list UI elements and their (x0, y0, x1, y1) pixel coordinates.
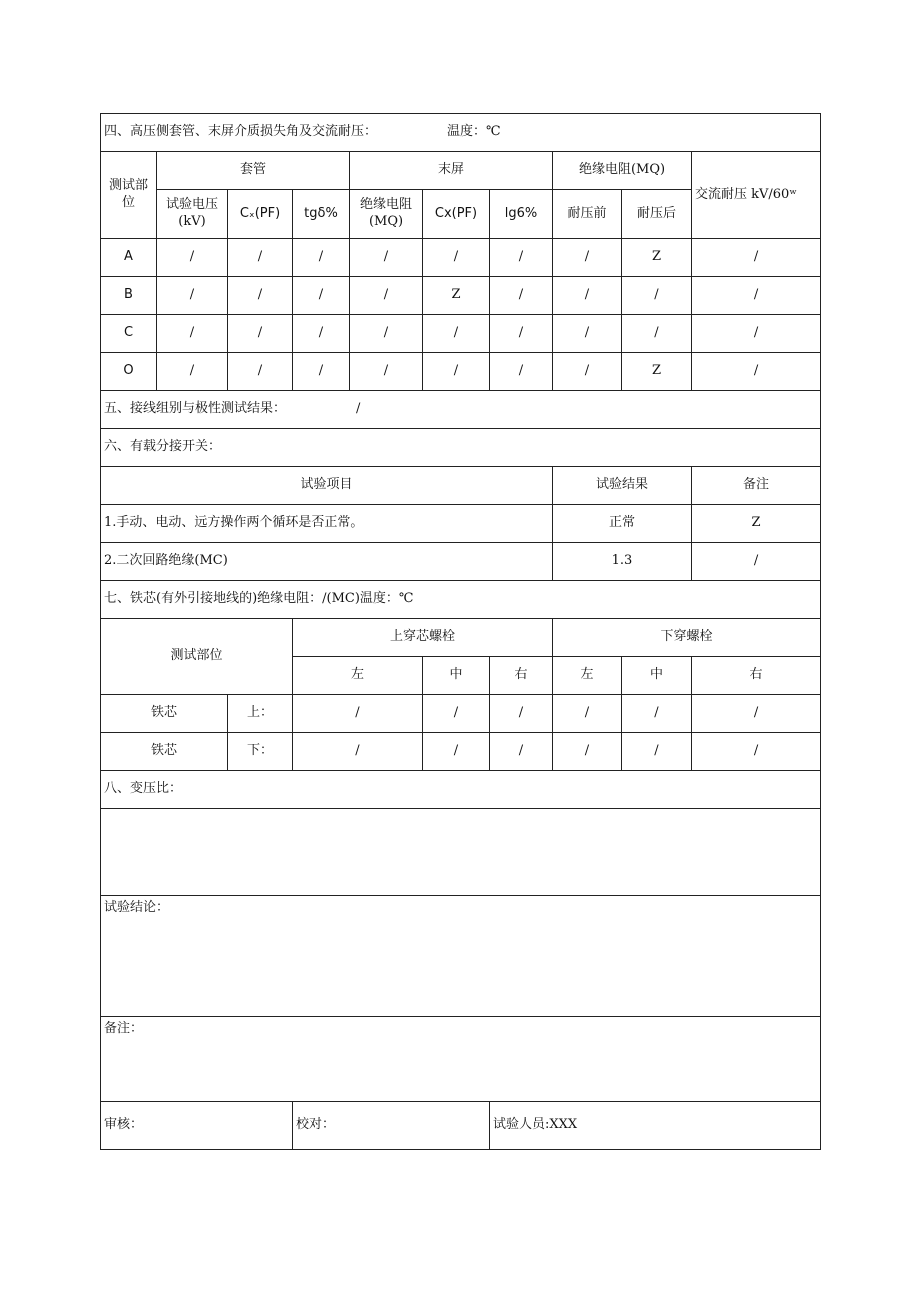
col-cx-end-screen: Cx(PF) (423, 190, 490, 239)
value-cell: / (350, 277, 423, 315)
section-4-data-row (101, 239, 821, 277)
section-4-title-row (101, 114, 821, 152)
group-lower-bolt: 下穿螺栓 (553, 619, 821, 657)
value-cell: / (293, 239, 350, 277)
part-cell: B (101, 277, 157, 315)
test-report-table (100, 113, 821, 1150)
tester-label: 试验人员:XXX (490, 1102, 821, 1150)
value-cell: / (490, 239, 553, 277)
core-part: 铁芯 (101, 695, 228, 733)
section-6-header-row (101, 467, 821, 505)
section-4-title-cell (101, 114, 821, 152)
value-cell: / (423, 239, 490, 277)
value-cell: / (692, 239, 821, 277)
col-after-withstand: 耐压后 (622, 190, 692, 239)
section-4-header-row-1 (101, 152, 821, 190)
col-test-item: 试验项目 (101, 467, 553, 505)
group-upper-bolt: 上穿芯螺栓 (293, 619, 553, 657)
value-cell: / (228, 353, 293, 391)
section-4-data-row (101, 315, 821, 353)
value-cell: / (553, 277, 622, 315)
ratio-blank-area (101, 809, 821, 896)
value-cell: / (553, 239, 622, 277)
core-col-test-part: 测试部位 (101, 619, 293, 695)
group-end-screen: 末屏 (350, 152, 553, 190)
section-5-cell (101, 391, 821, 429)
test-item: 1.手动、电动、远方操作两个循环是否正常。 (101, 505, 553, 543)
value-cell: / (350, 239, 423, 277)
value-cell: / (157, 315, 228, 353)
section-8-title: 八、变压比： (101, 771, 821, 809)
value-cell: / (423, 353, 490, 391)
value-cell: Z (622, 239, 692, 277)
conclusion-label: 试验结论： (101, 896, 821, 1017)
group-insulation-resistance: 绝缘电阻(MQ) (553, 152, 692, 190)
value-cell: / (692, 353, 821, 391)
value-cell: / (553, 695, 622, 733)
col-test-voltage: 试验电压(kV) (157, 190, 228, 239)
value-cell: / (553, 353, 622, 391)
col-right: 右 (692, 657, 821, 695)
section-7-header-row-1 (101, 619, 821, 657)
section-4-title: 四、高压侧套管、末屏介质损失角及交流耐压： (104, 124, 378, 140)
section-6-title-row (101, 429, 821, 467)
value-cell: / (423, 695, 490, 733)
core-side: 上： (228, 695, 293, 733)
part-cell: C (101, 315, 157, 353)
section-4-data-row (101, 277, 821, 315)
test-note: / (692, 543, 821, 581)
value-cell: / (490, 695, 553, 733)
value-cell: / (423, 315, 490, 353)
col-before-withstand: 耐压前 (553, 190, 622, 239)
value-cell: / (692, 277, 821, 315)
signature-row (101, 1102, 821, 1150)
conclusion-row (101, 896, 821, 1017)
section-6-row (101, 505, 821, 543)
value-cell: / (228, 315, 293, 353)
value-cell: / (157, 239, 228, 277)
value-cell: / (692, 733, 821, 771)
value-cell: / (490, 315, 553, 353)
value-cell: / (228, 239, 293, 277)
value-cell: Z (423, 277, 490, 315)
col-test-result: 试验结果 (553, 467, 692, 505)
value-cell: / (228, 277, 293, 315)
col-middle: 中 (423, 657, 490, 695)
value-cell: / (157, 353, 228, 391)
col-tg-bushing: tgδ% (293, 190, 350, 239)
value-cell: / (622, 277, 692, 315)
value-cell: / (622, 695, 692, 733)
part-cell: A (101, 239, 157, 277)
value-cell: / (553, 315, 622, 353)
value-cell: / (692, 695, 821, 733)
col-remark: 备注 (692, 467, 821, 505)
value-cell: / (293, 695, 423, 733)
value-cell: / (622, 315, 692, 353)
col-left: 左 (293, 657, 423, 695)
section-6-row (101, 543, 821, 581)
col-cx-bushing: Cₓ(PF) (228, 190, 293, 239)
section-4-temperature: 温度：℃ (447, 124, 501, 140)
group-bushing: 套管 (157, 152, 350, 190)
col-right: 右 (490, 657, 553, 695)
value-cell: / (490, 733, 553, 771)
value-cell: Z (622, 353, 692, 391)
remark-row (101, 1017, 821, 1102)
value-cell: / (692, 315, 821, 353)
col-tg-end-screen: lg6% (490, 190, 553, 239)
value-cell: / (157, 277, 228, 315)
col-ac-withstand: 交流耐压 kV/60ʷ (692, 152, 821, 239)
section-7-title-row (101, 581, 821, 619)
value-cell: / (423, 733, 490, 771)
value-cell: / (293, 733, 423, 771)
test-result: 1.3 (553, 543, 692, 581)
value-cell: / (350, 353, 423, 391)
col-left: 左 (553, 657, 622, 695)
col-test-part: 测试部位 (101, 152, 157, 239)
ratio-blank-row (101, 809, 821, 896)
review-label: 审核： (101, 1102, 293, 1150)
col-insulation-resistance: 绝缘电阻(MQ) (350, 190, 423, 239)
section-8-title-row (101, 771, 821, 809)
col-middle: 中 (622, 657, 692, 695)
section-7-title: 七、铁芯(有外引接地线的)绝缘电阻：/(MC)温度：℃ (101, 581, 821, 619)
section-5-value: / (356, 401, 361, 417)
value-cell: / (350, 315, 423, 353)
core-side: 下： (228, 733, 293, 771)
remark-label: 备注： (101, 1017, 821, 1102)
section-7-row (101, 695, 821, 733)
value-cell: / (293, 353, 350, 391)
value-cell: / (293, 315, 350, 353)
value-cell: / (622, 733, 692, 771)
section-6-title: 六、有载分接开关： (101, 429, 821, 467)
section-7-row (101, 733, 821, 771)
value-cell: / (490, 353, 553, 391)
test-item: 2.二次回路绝缘(MC) (101, 543, 553, 581)
test-result: 正常 (553, 505, 692, 543)
value-cell: / (490, 277, 553, 315)
test-note: Z (692, 505, 821, 543)
section-4-data-row (101, 353, 821, 391)
value-cell: / (553, 733, 622, 771)
value-cell: / (293, 277, 350, 315)
section-5-title: 五、接线组别与极性测试结果： (104, 401, 287, 417)
check-label: 校对： (293, 1102, 490, 1150)
core-part: 铁芯 (101, 733, 228, 771)
section-5-row (101, 391, 821, 429)
part-cell: O (101, 353, 157, 391)
